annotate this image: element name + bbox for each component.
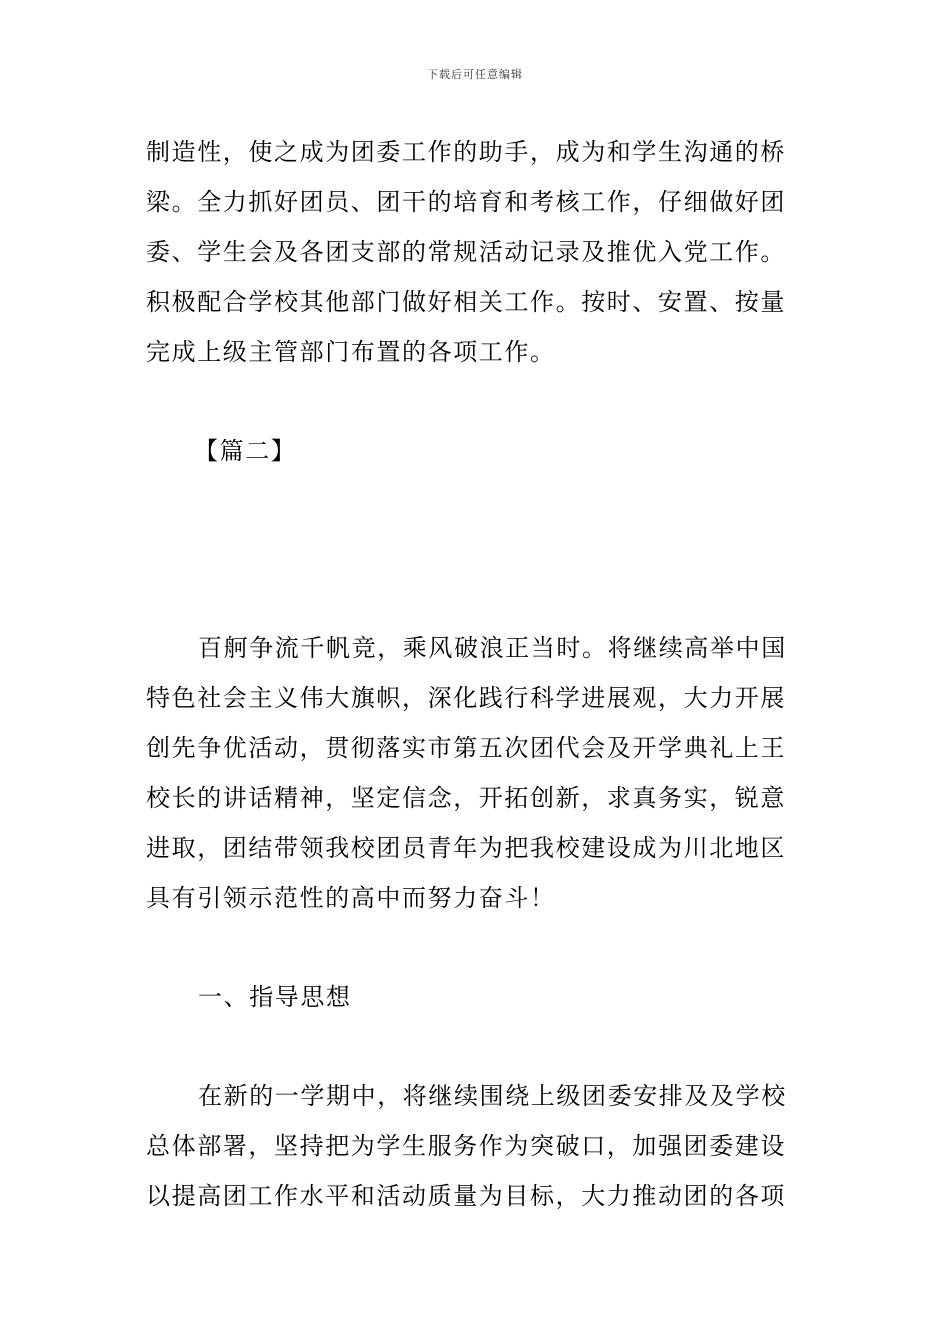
paragraph-2-line-2: 特色社会主义伟大旗帜，深化践行科学进展观，大力开展 [146,684,786,712]
paragraph-2-line-6: 具有引领示范性的高中而努力奋斗！ [146,884,556,912]
paragraph-1-line-3: 委、学生会及各团支部的常规活动记录及推优入党工作。 [146,238,786,266]
paragraph-2-line-5: 进取，团结带领我校团员青年为把我校建设成为川北地区 [146,834,786,862]
subheading-guiding-ideology: 一、指导思想 [198,983,352,1011]
paragraph-1-line-5: 完成上级主管部门布置的各项工作。 [146,338,556,366]
paragraph-2-line-3: 创先争优活动，贯彻落实市第五次团代会及开学典礼上王 [146,734,786,762]
paragraph-2-line-1: 百舸争流千帆竞，乘风破浪正当时。将继续高举中国 [198,634,787,662]
paragraph-3-line-3: 以提高团工作水平和活动质量为目标，大力推动团的各项 [146,1182,786,1210]
paragraph-3-line-1: 在新的一学期中，将继续围绕上级团委安排及及学校 [198,1082,787,1110]
paragraph-3-line-2: 总体部署，坚持把为学生服务作为突破口，加强团委建设 [146,1132,786,1160]
paragraph-1-line-4: 积极配合学校其他部门做好相关工作。按时、安置、按量 [146,288,786,316]
section-heading: 【篇二】 [194,437,297,465]
header-note: 下载后可任意编辑 [427,68,523,81]
paragraph-2-line-4: 校长的讲话精神，坚定信念，开拓创新，求真务实，锐意 [146,784,786,812]
paragraph-1-line-1: 制造性，使之成为团委工作的助手，成为和学生沟通的桥 [146,138,786,166]
paragraph-1-line-2: 梁。全力抓好团员、团干的培育和考核工作，仔细做好团 [146,188,786,216]
